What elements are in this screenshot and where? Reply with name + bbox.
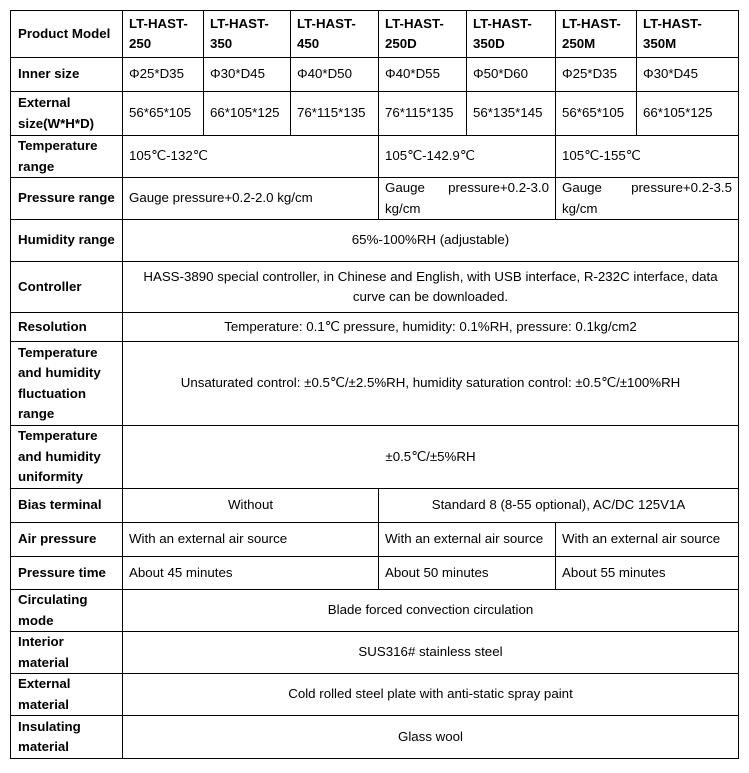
value-cell: About 45 minutes: [123, 557, 379, 590]
value-cell: 76*115*135: [379, 92, 467, 136]
table-row-controller: [11, 262, 739, 313]
value-cell: Unsaturated control: ±0.5℃/±2.5%RH, humidity saturation control: ±0.5℃/±100%RH: [123, 342, 739, 426]
value-cell: SUS316# stainless steel: [123, 632, 739, 674]
table-row-humidity-range: [11, 220, 739, 262]
value-cell: Φ30*D45: [204, 58, 291, 92]
value-cell: Φ30*D45: [637, 58, 739, 92]
table-row-pressure-range: [11, 178, 739, 220]
row-label: Temperature and humidity uniformity: [11, 426, 123, 489]
value-cell: 56*135*145: [467, 92, 556, 136]
row-label: Insulating material: [11, 716, 123, 759]
value-cell: 105℃-132℃: [123, 136, 379, 178]
row-label: External material: [11, 674, 123, 716]
table-row-interior-material: [11, 632, 739, 674]
value-cell: Blade forced convection circulation: [123, 590, 739, 632]
value-cell: Cold rolled steel plate with anti-static spray paint: [123, 674, 739, 716]
value-cell: 105℃-142.9℃: [379, 136, 556, 178]
row-label: Bias terminal: [11, 489, 123, 523]
row-label: Air pressure: [11, 523, 123, 557]
row-label: Temperature and humidity fluctuation range: [11, 342, 123, 426]
value-cell: Gauge pressure+0.2-2.0 kg/cm: [123, 178, 379, 220]
row-label: Interior material: [11, 632, 123, 674]
row-label: Inner size: [11, 58, 123, 92]
model-cell: LT-HAST-250M: [556, 11, 637, 58]
table-row-circulating-mode: [11, 590, 739, 632]
row-label: Circulating mode: [11, 590, 123, 632]
value-cell: About 55 minutes: [556, 557, 739, 590]
table-row-pressure-time: [11, 557, 739, 590]
value-cell: 56*65*105: [123, 92, 204, 136]
value-cell: Φ50*D60: [467, 58, 556, 92]
spec-table: [10, 10, 739, 759]
value-cell: Glass wool: [123, 716, 739, 759]
header-label: Product Model: [11, 11, 123, 58]
value-cell: About 50 minutes: [379, 557, 556, 590]
value-cell: 66*105*125: [204, 92, 291, 136]
model-cell: LT-HAST-350D: [467, 11, 556, 58]
table-row-resolution: [11, 313, 739, 342]
model-cell: LT-HAST-250D: [379, 11, 467, 58]
value-cell: With an external air source: [556, 523, 739, 557]
row-label: Resolution: [11, 313, 123, 342]
value-cell: Φ25*D35: [556, 58, 637, 92]
value-cell: 66*105*125: [637, 92, 739, 136]
value-cell: HASS-3890 special controller, in Chinese and English, with USB interface, R-232C interface, data curve can be downloaded.: [123, 262, 739, 313]
row-label: Controller: [11, 262, 123, 313]
row-label: Temperature range: [11, 136, 123, 178]
table-row-insulating-material: [11, 716, 739, 759]
value-cell: Φ40*D55: [379, 58, 467, 92]
value-cell: Gauge pressure+0.2-3.0 kg/cm: [379, 178, 556, 220]
row-label: Pressure time: [11, 557, 123, 590]
table-row-external-size: [11, 92, 739, 136]
value-cell: 56*65*105: [556, 92, 637, 136]
value-cell: Standard 8 (8-55 optional), AC/DC 125V1A: [379, 489, 739, 523]
value-cell: Φ25*D35: [123, 58, 204, 92]
value-cell: Φ40*D50: [291, 58, 379, 92]
value-cell: 105℃-155℃: [556, 136, 739, 178]
row-label: External size(W*H*D): [11, 92, 123, 136]
table-row-uniformity: [11, 426, 739, 489]
row-label: Pressure range: [11, 178, 123, 220]
model-cell: LT-HAST-350M: [637, 11, 739, 58]
value-cell: With an external air source: [379, 523, 556, 557]
table-row-fluctuation: [11, 342, 739, 426]
model-cell: LT-HAST-350: [204, 11, 291, 58]
row-label: Humidity range: [11, 220, 123, 262]
table-row-header: [11, 11, 739, 58]
value-cell: Without: [123, 489, 379, 523]
table-row-inner-size: [11, 58, 739, 92]
model-cell: LT-HAST-250: [123, 11, 204, 58]
value-cell: ±0.5℃/±5%RH: [123, 426, 739, 489]
value-cell: Gauge pressure+0.2-3.5 kg/cm: [556, 178, 739, 220]
table-row-external-material: [11, 674, 739, 716]
value-cell: 76*115*135: [291, 92, 379, 136]
value-cell: Temperature: 0.1℃ pressure, humidity: 0.1%RH, pressure: 0.1kg/cm2: [123, 313, 739, 342]
value-cell: 65%-100%RH (adjustable): [123, 220, 739, 262]
table-row-temperature-range: [11, 136, 739, 178]
value-cell: With an external air source: [123, 523, 379, 557]
table-row-bias-terminal: [11, 489, 739, 523]
table-row-air-pressure: [11, 523, 739, 557]
model-cell: LT-HAST-450: [291, 11, 379, 58]
